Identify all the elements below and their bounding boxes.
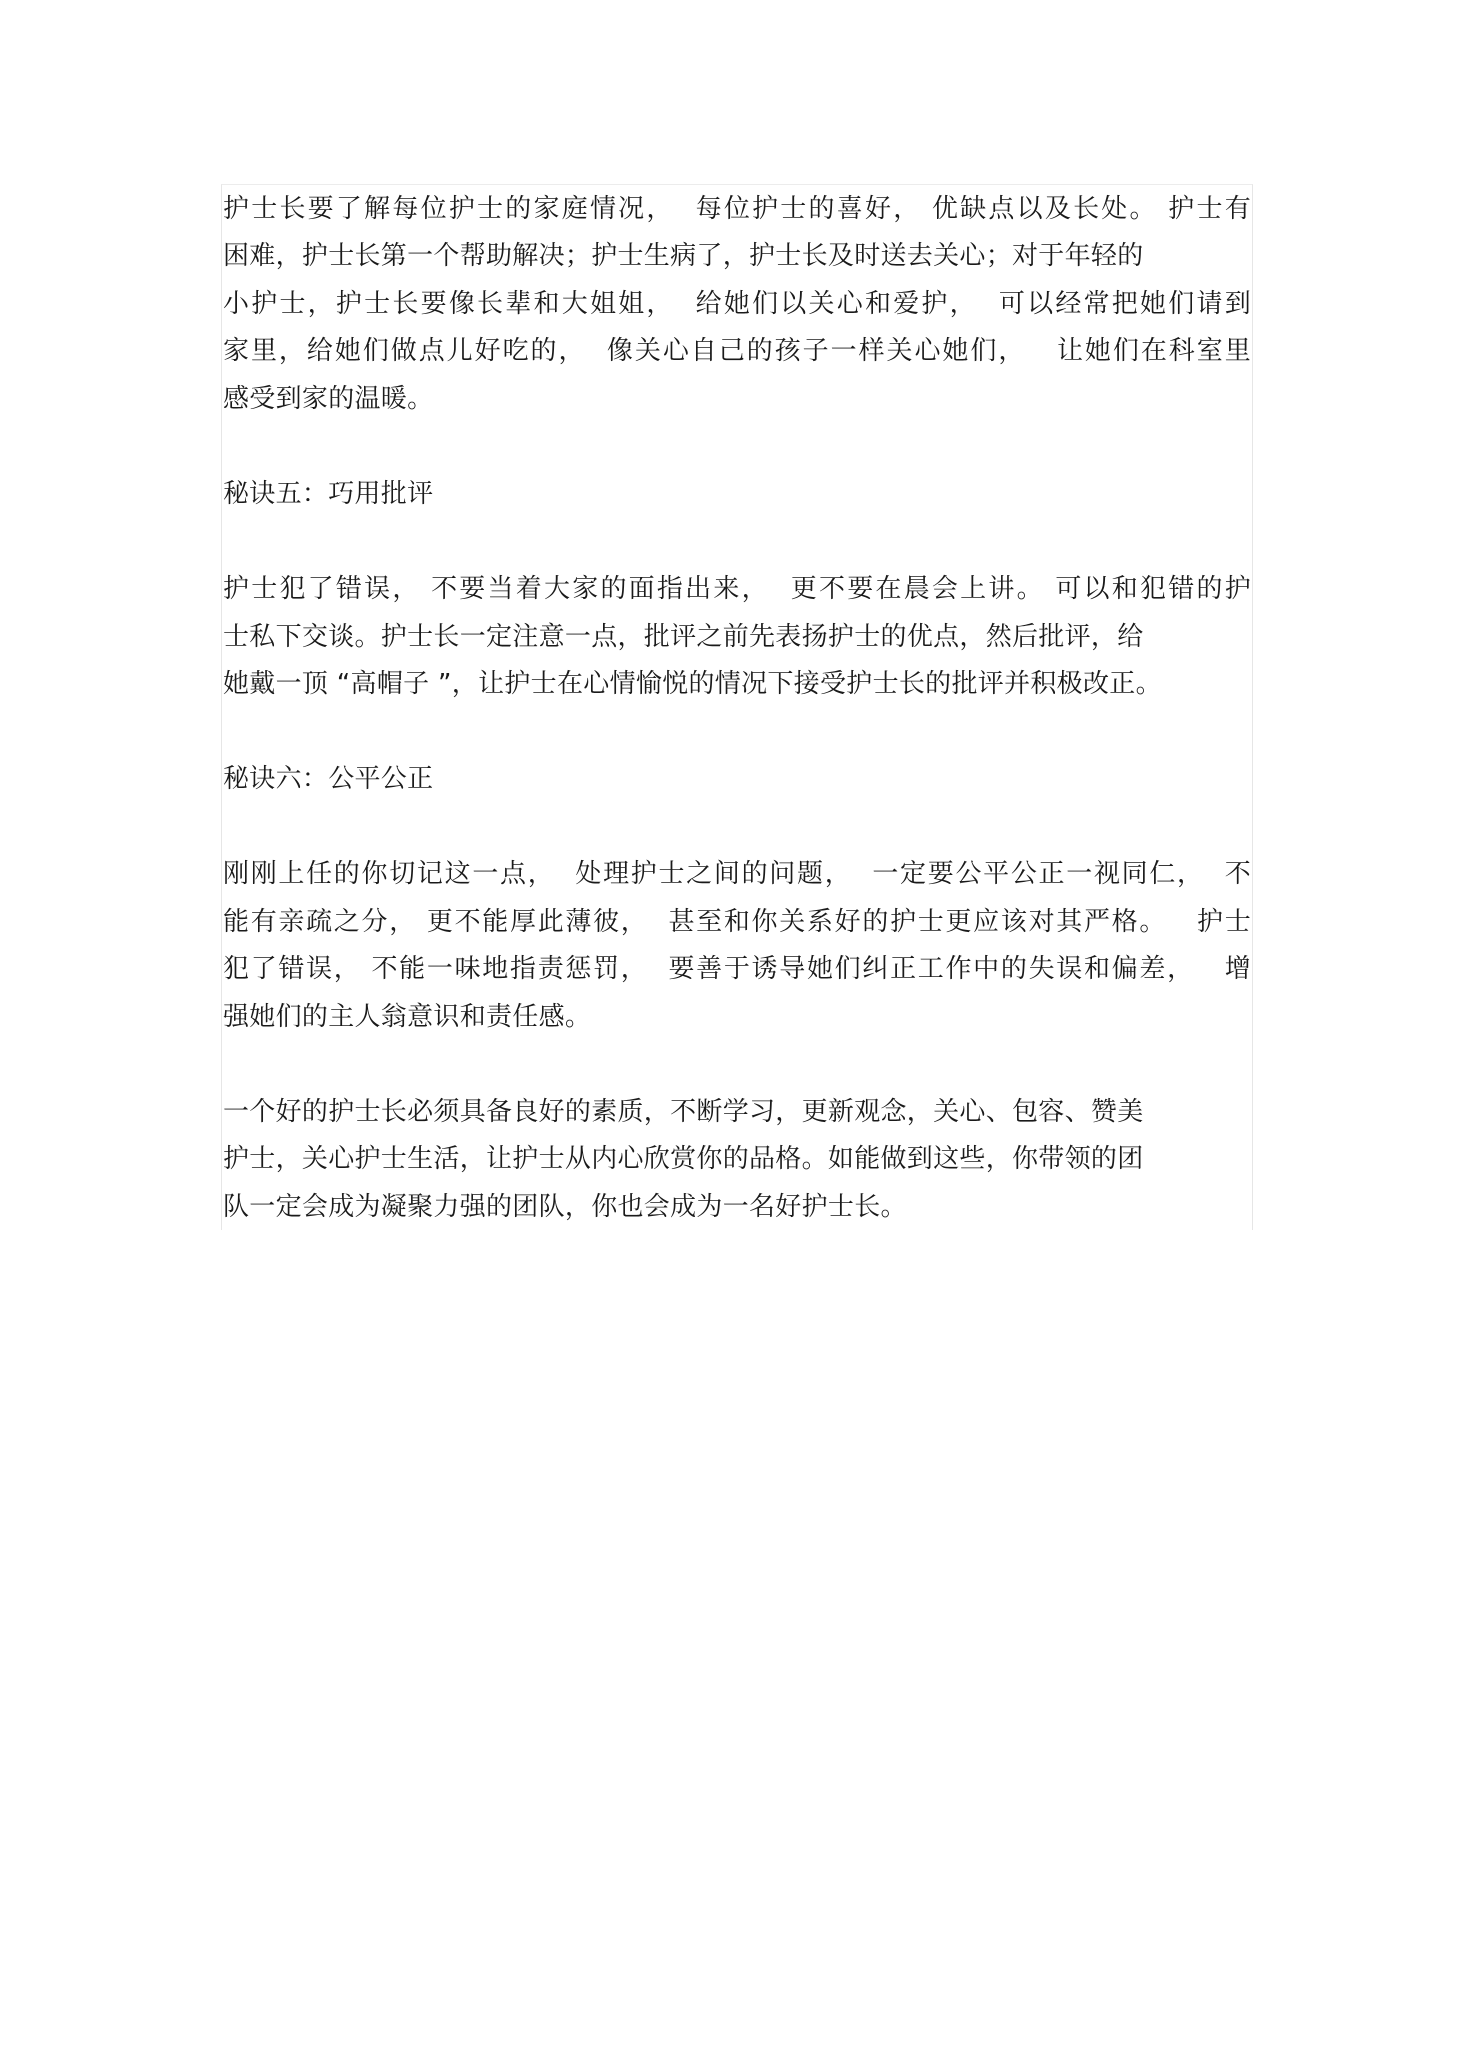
paragraph-2-line-1: 护士犯了错误， 不要当着大家的面指出来， 更不要在晨会上讲。 可以和犯错的护 (223, 574, 1251, 604)
heading-secret-five: 秘诀五：巧用批评 (223, 479, 434, 509)
paragraph-1-line-5: 感受到家的温暖。 (223, 384, 434, 414)
paragraph-3-line-1: 刚刚上任的你切记这一点， 处理护士之间的问题， 一定要公平公正一视同仁， 不 (223, 859, 1251, 889)
paragraph-1-line-2: 困难，护士长第一个帮助解决；护士生病了，护士长及时送去关心；对于年轻的 (223, 241, 1144, 271)
heading-secret-six: 秘诀六：公平公正 (223, 764, 434, 794)
paragraph-1-line-4: 家里，给她们做点儿好吃的， 像关心自己的孩子一样关心她们， 让她们在科室里 (223, 336, 1251, 366)
paragraph-3-line-3: 犯了错误， 不能一味地指责惩罚， 要善于诱导她们纠正工作中的失误和偏差， 增 (223, 954, 1251, 984)
paragraph-4-line-1: 一个好的护士长必须具备良好的素质，不断学习，更新观念，关心、包容、赞美 (223, 1097, 1144, 1127)
paragraph-4-line-3: 队一定会成为凝聚力强的团队，你也会成为一名好护士长。 (223, 1192, 907, 1222)
paragraph-4-line-2: 护士，关心护士生活，让护士从内心欣赏你的品格。如能做到这些，你带领的团 (223, 1144, 1144, 1174)
paragraph-1-line-3: 小护士，护士长要像长辈和大姐姐， 给她们以关心和爱护， 可以经常把她们请到 (223, 289, 1251, 319)
paragraph-1-line-1: 护士长要了解每位护士的家庭情况， 每位护士的喜好， 优缺点以及长处。 护士有 (223, 194, 1251, 224)
paragraph-3-line-4: 强她们的主人翁意识和责任感。 (223, 1002, 592, 1032)
paragraph-2-line-2: 士私下交谈。护士长一定注意一点，批评之前先表扬护士的优点，然后批评，给 (223, 622, 1144, 652)
paragraph-3-line-2: 能有亲疏之分， 更不能厚此薄彼， 甚至和你关系好的护士更应该对其严格。 护士 (223, 907, 1251, 937)
paragraph-2-line-3: 她戴一顶 “高帽子 ”，让护士在心情愉悦的情况下接受护士长的批评并积极改正。 (223, 669, 1162, 699)
